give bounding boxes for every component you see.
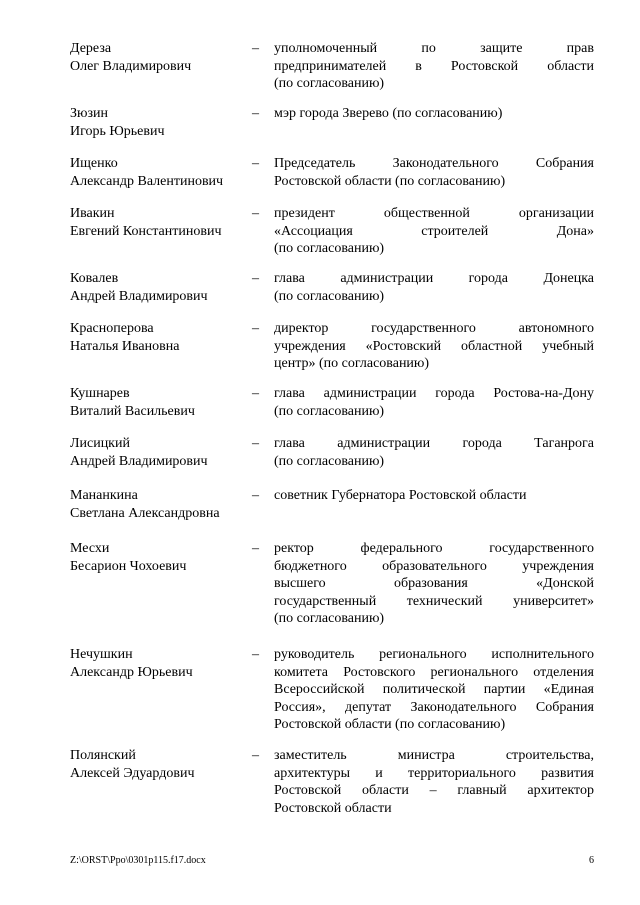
member-name xyxy=(70,435,250,470)
given-names: Евгений Константинович xyxy=(70,223,222,239)
member-description xyxy=(274,646,594,734)
dash-separator: – xyxy=(252,321,259,336)
member-description xyxy=(274,320,594,373)
given-names: Алексей Эдуардович xyxy=(70,765,195,781)
description-line: глава администрации города Ростова-на-Дону xyxy=(274,386,594,401)
dash-separator: – xyxy=(252,106,259,121)
description-line: Председатель Законодательного Собрания xyxy=(274,156,594,171)
description-line: центр» (по согласованию) xyxy=(274,356,430,371)
surname: Полянский xyxy=(70,748,136,763)
member-name xyxy=(70,105,250,140)
description-line: архитектуры и территориального развития xyxy=(274,765,594,781)
description-line: (по согласованию) xyxy=(274,76,385,91)
description-line: (по согласованию) xyxy=(274,453,385,469)
member-description xyxy=(274,205,594,258)
description-line: предпринимателей в Ростовской области xyxy=(274,58,594,74)
dash-separator: – xyxy=(252,41,259,56)
given-names: Светлана Александровна xyxy=(70,505,220,521)
given-names: Наталья Ивановна xyxy=(70,338,180,354)
dash-separator: – xyxy=(252,206,259,221)
member-description xyxy=(274,435,594,470)
member-description xyxy=(274,487,594,505)
given-names: Олег Владимирович xyxy=(70,58,192,74)
member-name xyxy=(70,270,250,305)
member-name xyxy=(70,540,250,575)
description-line: «Ассоциация строителей Дона» xyxy=(274,223,594,239)
surname: Мананкина xyxy=(70,488,138,503)
member-description xyxy=(274,40,594,93)
given-names: Виталий Васильевич xyxy=(70,403,195,419)
description-line: Россия», депутат Законодательного Собрания xyxy=(274,699,594,715)
description-line: (по согласованию) xyxy=(274,611,385,626)
member-description xyxy=(274,540,594,628)
surname: Ивакин xyxy=(70,206,115,221)
member-name xyxy=(70,747,250,782)
surname: Месхи xyxy=(70,541,110,556)
dash-separator: – xyxy=(252,156,259,171)
surname: Нечушкин xyxy=(70,647,133,662)
member-description xyxy=(274,270,594,305)
surname: Дереза xyxy=(70,41,112,56)
description-line: (по согласованию) xyxy=(274,288,385,304)
description-line: комитета Ростовского регионального отделения xyxy=(274,664,594,680)
given-names: Андрей Владимирович xyxy=(70,453,208,469)
description-line: Ростовской области xyxy=(274,800,392,816)
member-name xyxy=(70,385,250,420)
description-line: советник Губернатора Ростовской области xyxy=(274,488,527,503)
description-line: уполномоченный по защите прав xyxy=(274,41,594,56)
dash-separator: – xyxy=(252,488,259,503)
member-name xyxy=(70,155,250,190)
surname: Ищенко xyxy=(70,156,118,171)
description-line: государственный технический университет» xyxy=(274,593,594,609)
member-name xyxy=(70,646,250,681)
footer-file-path: Z:\ORST\Ppo\0301p115.f17.docx xyxy=(70,855,206,866)
description-line: Ростовской области (по согласованию) xyxy=(274,717,506,732)
given-names: Александр Юрьевич xyxy=(70,664,193,680)
description-line: Ростовской области – главный архитектор xyxy=(274,783,594,798)
member-description xyxy=(274,385,594,420)
description-line: мэр города Зверево (по согласованию) xyxy=(274,106,503,121)
surname: Кушнарев xyxy=(70,386,130,401)
description-line: директор государственного автономного xyxy=(274,321,594,336)
dash-separator: – xyxy=(252,541,259,556)
member-description xyxy=(274,155,594,190)
footer-page-number: 6 xyxy=(589,855,594,866)
given-names: Бесарион Чохоевич xyxy=(70,558,187,574)
member-name xyxy=(70,40,250,75)
dash-separator: – xyxy=(252,386,259,401)
surname: Ковалев xyxy=(70,271,119,286)
given-names: Александр Валентинович xyxy=(70,173,224,189)
dash-separator: – xyxy=(252,647,259,662)
description-line: высшего образования «Донской xyxy=(274,576,594,591)
member-description xyxy=(274,747,594,817)
description-line: Всероссийской политической партии «Единая xyxy=(274,682,594,697)
member-name xyxy=(70,487,250,522)
description-line: руководитель регионального исполнительного xyxy=(274,647,594,662)
description-line: глава администрации города Донецка xyxy=(274,271,594,286)
description-line: ректор федерального государственного xyxy=(274,541,594,556)
surname: Лисицкий xyxy=(70,436,130,451)
description-line: (по согласованию) xyxy=(274,403,385,419)
description-line: учреждения «Ростовский областной учебный xyxy=(274,338,594,354)
dash-separator: – xyxy=(252,436,259,451)
description-line: бюджетного образовательного учреждения xyxy=(274,558,594,574)
given-names: Андрей Владимирович xyxy=(70,288,208,304)
description-line: Ростовской области (по согласованию) xyxy=(274,173,506,189)
member-name xyxy=(70,205,250,240)
description-line: президент общественной организации xyxy=(274,206,594,221)
description-line: заместитель министра строительства, xyxy=(274,748,594,763)
member-name xyxy=(70,320,250,355)
dash-separator: – xyxy=(252,748,259,763)
surname: Зюзин xyxy=(70,106,108,121)
description-line: (по согласованию) xyxy=(274,241,385,256)
surname: Красноперова xyxy=(70,321,154,336)
given-names: Игорь Юрьевич xyxy=(70,123,165,139)
dash-separator: – xyxy=(252,271,259,286)
description-line: глава администрации города Таганрога xyxy=(274,436,594,451)
member-description xyxy=(274,105,594,123)
